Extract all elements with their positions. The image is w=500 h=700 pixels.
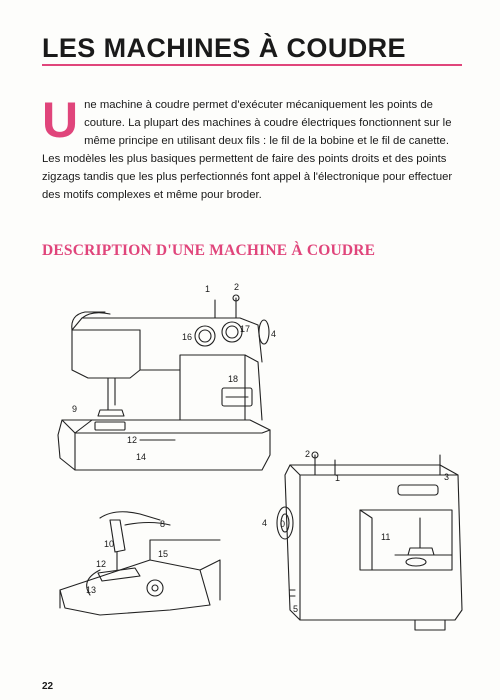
- callout-side-3: 3: [444, 472, 450, 482]
- section-heading: DESCRIPTION D'UNE MACHINE À COUDRE: [42, 242, 376, 259]
- callout-side-5: 5: [293, 604, 299, 614]
- sewing-machine-illustration: [0, 270, 500, 670]
- callout-front-17: 17: [240, 324, 251, 334]
- front-machine-drawing: [58, 295, 270, 470]
- callout-side-11: 11: [381, 532, 391, 542]
- intro-paragraph-1: ne machine à coudre permet d'exécuter mécaniquement les points de couture. La plupart des machines à coudre électriques fonctionnent sur le même principe en utilisant deux fils : le fil de la bobine et le fil de canette.: [84, 99, 452, 147]
- callout-detail-15: 15: [158, 549, 169, 559]
- callout-front-16: 16: [182, 332, 193, 342]
- callout-front-1: 1: [205, 284, 211, 294]
- title-underline: [42, 64, 462, 66]
- intro-paragraph-2: Les modèles les plus basiques permettent de faire des points droits et des points zigzags tandis que les plus perfectionnés font appel à l'électronique pour effectuer des motifs complexes et même pour broder.: [42, 153, 453, 201]
- needle-detail-drawing: [60, 512, 220, 615]
- callout-front-9: 9: [72, 404, 78, 414]
- page-number: 22: [42, 681, 54, 692]
- callout-side-2: 2: [305, 449, 311, 459]
- intro-text: [42, 92, 460, 204]
- callout-labels: [72, 282, 449, 614]
- callout-front-12: 12: [127, 435, 138, 445]
- callout-front-4: 4: [271, 329, 277, 339]
- sewing-machine-drawing: [0, 270, 500, 670]
- callout-side-1: 1: [335, 473, 341, 483]
- side-machine-drawing: [277, 452, 462, 630]
- callout-detail-13: 13: [86, 585, 97, 595]
- callout-front-18: 18: [228, 374, 239, 384]
- callout-detail-10: 10: [104, 539, 115, 549]
- callout-detail-8: 8: [160, 519, 166, 529]
- drop-cap: U: [42, 92, 79, 148]
- page-title: LES MACHINES À COUDRE: [42, 33, 406, 63]
- callout-front-2: 2: [234, 282, 240, 292]
- callout-side-4: 4: [262, 518, 268, 528]
- callout-side-0: 0: [280, 519, 286, 529]
- callout-front-14: 14: [136, 452, 147, 462]
- callout-detail-12: 12: [96, 559, 107, 569]
